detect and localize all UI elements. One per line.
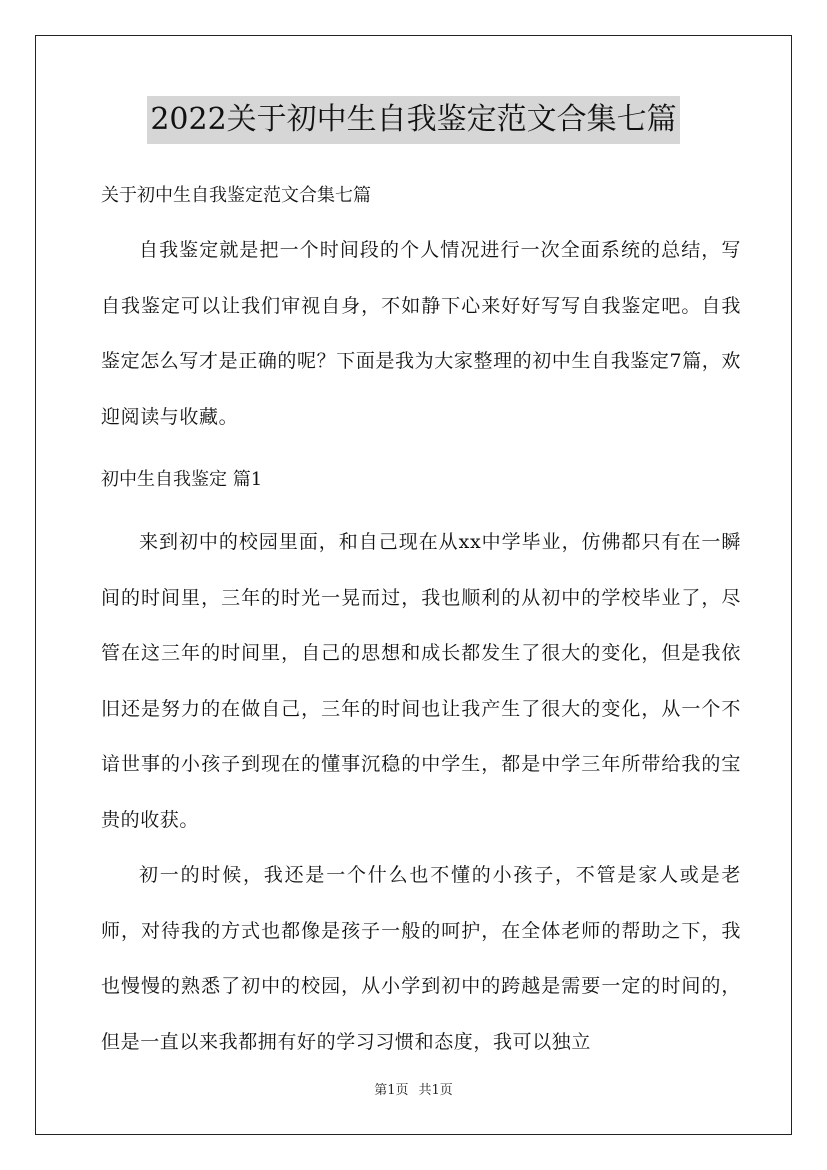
document-subtitle: 关于初中生自我鉴定范文合集七篇 [101, 185, 371, 206]
body-paragraph: 来到初中的校园里面，和自己现在从xx中学毕业，仿佛都只有在一瞬间的时间里，三年的时光一晃而过，我也顺利的从初中的学校毕业了，尽管在这三年的时间里，自己的思想和成长都发生了很大的变化，但是我依旧还是努力的在做自己，三年的时间也让我产生了很大的变化，从一个不谙世事的小孩子到现在的懂事沉稳的中学生，都是中学三年所带给我的宝贵的收获。 [101, 531, 741, 831]
page-number: 第1页 [374, 1083, 409, 1098]
page-footer [0, 1082, 827, 1100]
intro-paragraph: 自我鉴定就是把一个时间段的个人情况进行一次全面系统的总结，写自我鉴定可以让我们审视自身，不如静下心来好好写写自我鉴定吧。自我鉴定怎么写才是正确的呢？下面是我为大家整理的初中生自我鉴定7篇，欢迎阅读与收藏。 [101, 239, 741, 428]
section-heading: 初中生自我鉴定 篇1 [101, 469, 263, 490]
title-wrap [0, 96, 827, 144]
document-title: 2022关于初中生自我鉴定范文合集七篇 [147, 96, 679, 144]
body-paragraph: 初一的时候，我还是一个什么也不懂的小孩子，不管是家人或是老师，对待我的方式也都像是孩子一般的呵护，在全体老师的帮助之下，我也慢慢的熟悉了初中的校园，从小学到初中的跨越是需要一定的时间的，但是一直以来我都拥有好的学习习惯和态度，我可以独立 [101, 864, 741, 1053]
page-total: 共1页 [418, 1083, 453, 1098]
document-body [101, 172, 741, 1070]
